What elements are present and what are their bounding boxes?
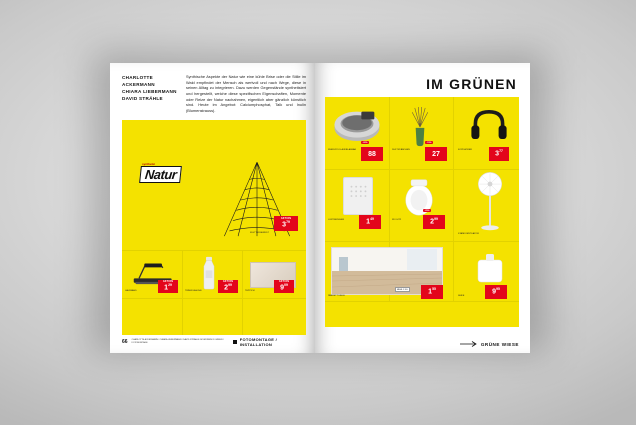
price-tag-trinkflasche (218, 280, 238, 293)
product-name-klettergeruest: KLETTERGERÜST (250, 231, 269, 234)
caption-fotomontage: FOTOMONTAGE / INSTALLATION (239, 336, 278, 347)
author-1: CHARLOTTE ACKERMANN (122, 75, 155, 88)
price-tag-duftstaebchen (425, 147, 447, 161)
soap-image (475, 253, 505, 285)
price-tag-klettergeruest (274, 216, 298, 231)
price-value: $1^{29}$ (164, 282, 172, 291)
price-tag-teppich (274, 280, 294, 293)
intro-text: Synthische Aspekte der Natur wie eine kühle Brise oder die Stille im Wald empfindet der Mensch als wertvoll und nach Wege, diese in seinen Alltag zu integrieren. Dazu werden Gegenstände synthetisiert und hergestellt, welche diese spezifischen Eigenschaften, Momente oder Reize der Natur nachahmen, eigentlich aber gänzlich künstlich sind. Heute im Angebot: Calciumphosphat, Talk und Inulin (Blumenstrauss). (186, 74, 306, 113)
bottle-image (200, 256, 218, 290)
price-value: 88 (368, 150, 376, 158)
price-tag-whirlpool (361, 147, 383, 161)
price-tag-wc-sitz (423, 215, 445, 229)
product-name-kopfhoerer: KOPFHÖRER (458, 149, 472, 151)
toilet-seat-image (401, 177, 437, 217)
price-label: AKTION (280, 217, 292, 221)
magazine-spread (110, 63, 530, 353)
natur-logo: Natur (139, 166, 182, 183)
price-value: 27 (432, 150, 440, 158)
whirlpool-image (331, 105, 383, 145)
product-name-duftstaebchen: DUFTSTÄBCHEN (392, 149, 410, 151)
product-name-laufband: LAUFBAND (125, 289, 137, 292)
discount-badge-duftstaebchen: -15% (426, 141, 432, 144)
fan-image (473, 171, 507, 235)
product-name-teppich: TEPPICH (245, 289, 255, 292)
grid-divider (242, 250, 243, 335)
price-value: $2^{99}$ (430, 217, 438, 226)
author-2: CHIARA LIEBERMANN (122, 89, 177, 95)
product-name-luftreiniger: LUFTREINIGER (328, 219, 345, 221)
air-purifier-image (343, 177, 373, 215)
left-page (110, 63, 315, 353)
product-name-whirlpool: WHIRLPOOL AUFBLASBAR (328, 149, 356, 151)
left-page-header (122, 74, 306, 114)
price-tag-kopfhoerer (489, 147, 509, 161)
arrow-right-icon (460, 341, 478, 347)
grid-divider (182, 250, 183, 335)
price-tag-seife (485, 285, 507, 299)
author-3: DAVID STRÄHLE (122, 96, 163, 102)
grid-divider (122, 298, 306, 299)
product-name-wc-sitz: WC-SITZ (392, 219, 402, 221)
page-number: 66 (122, 338, 128, 345)
price-tag-laufband (158, 280, 178, 293)
price-label: AKTION (278, 280, 290, 284)
price-value: $2^{99}$ (224, 282, 232, 291)
square-bullet-icon (233, 340, 237, 344)
product-name-standventilator: STANDVENTILATOR (458, 233, 479, 235)
price-value: $3^{77}$ (495, 149, 503, 158)
grid-divider (453, 97, 454, 301)
price-value: $1^{55}$ (428, 287, 436, 296)
right-page (315, 63, 530, 353)
price-value: $9^{09}$ (280, 282, 288, 291)
page-title: IM GRÜNEN (426, 76, 517, 92)
price-value: $3^{79}$ (282, 219, 290, 228)
headphones-image (469, 107, 509, 143)
discount-badge-wc-sitz: -25% (424, 209, 430, 212)
discount-badge-whirlpool: -20% (362, 141, 368, 144)
imprint-text: CHARLOTTE ACKERMANN / CHIARA LIEBERMANN / DAVID STRÄHLE IM GRÜNEN IS GREEN / FOTOMONTAGE (131, 339, 224, 344)
product-name-seife: SEIFE (458, 295, 465, 297)
price-tag-luftreiniger (359, 215, 381, 229)
product-name-trinkflasche: TRINKFLASCHE (185, 289, 202, 292)
info-pill-parkett: MEHL 1 KG (397, 288, 408, 291)
author-list (122, 74, 180, 114)
grid-divider (122, 250, 306, 251)
logo-superscript: synthetic (142, 161, 156, 166)
right-page-footer (325, 341, 519, 347)
left-page-footer (122, 337, 306, 347)
left-catalog-block (122, 120, 306, 335)
price-value: $1^{49}$ (366, 217, 374, 226)
product-name-parkett: PARKETT DIELE (328, 295, 345, 297)
price-value: $9^{95}$ (492, 287, 500, 296)
price-label: AKTION (222, 280, 234, 284)
price-tag-mehl (421, 285, 443, 299)
price-label: AKTION (162, 280, 174, 284)
footer-label: GRÜNE WIESE (480, 341, 519, 347)
right-catalog-block (325, 97, 519, 327)
